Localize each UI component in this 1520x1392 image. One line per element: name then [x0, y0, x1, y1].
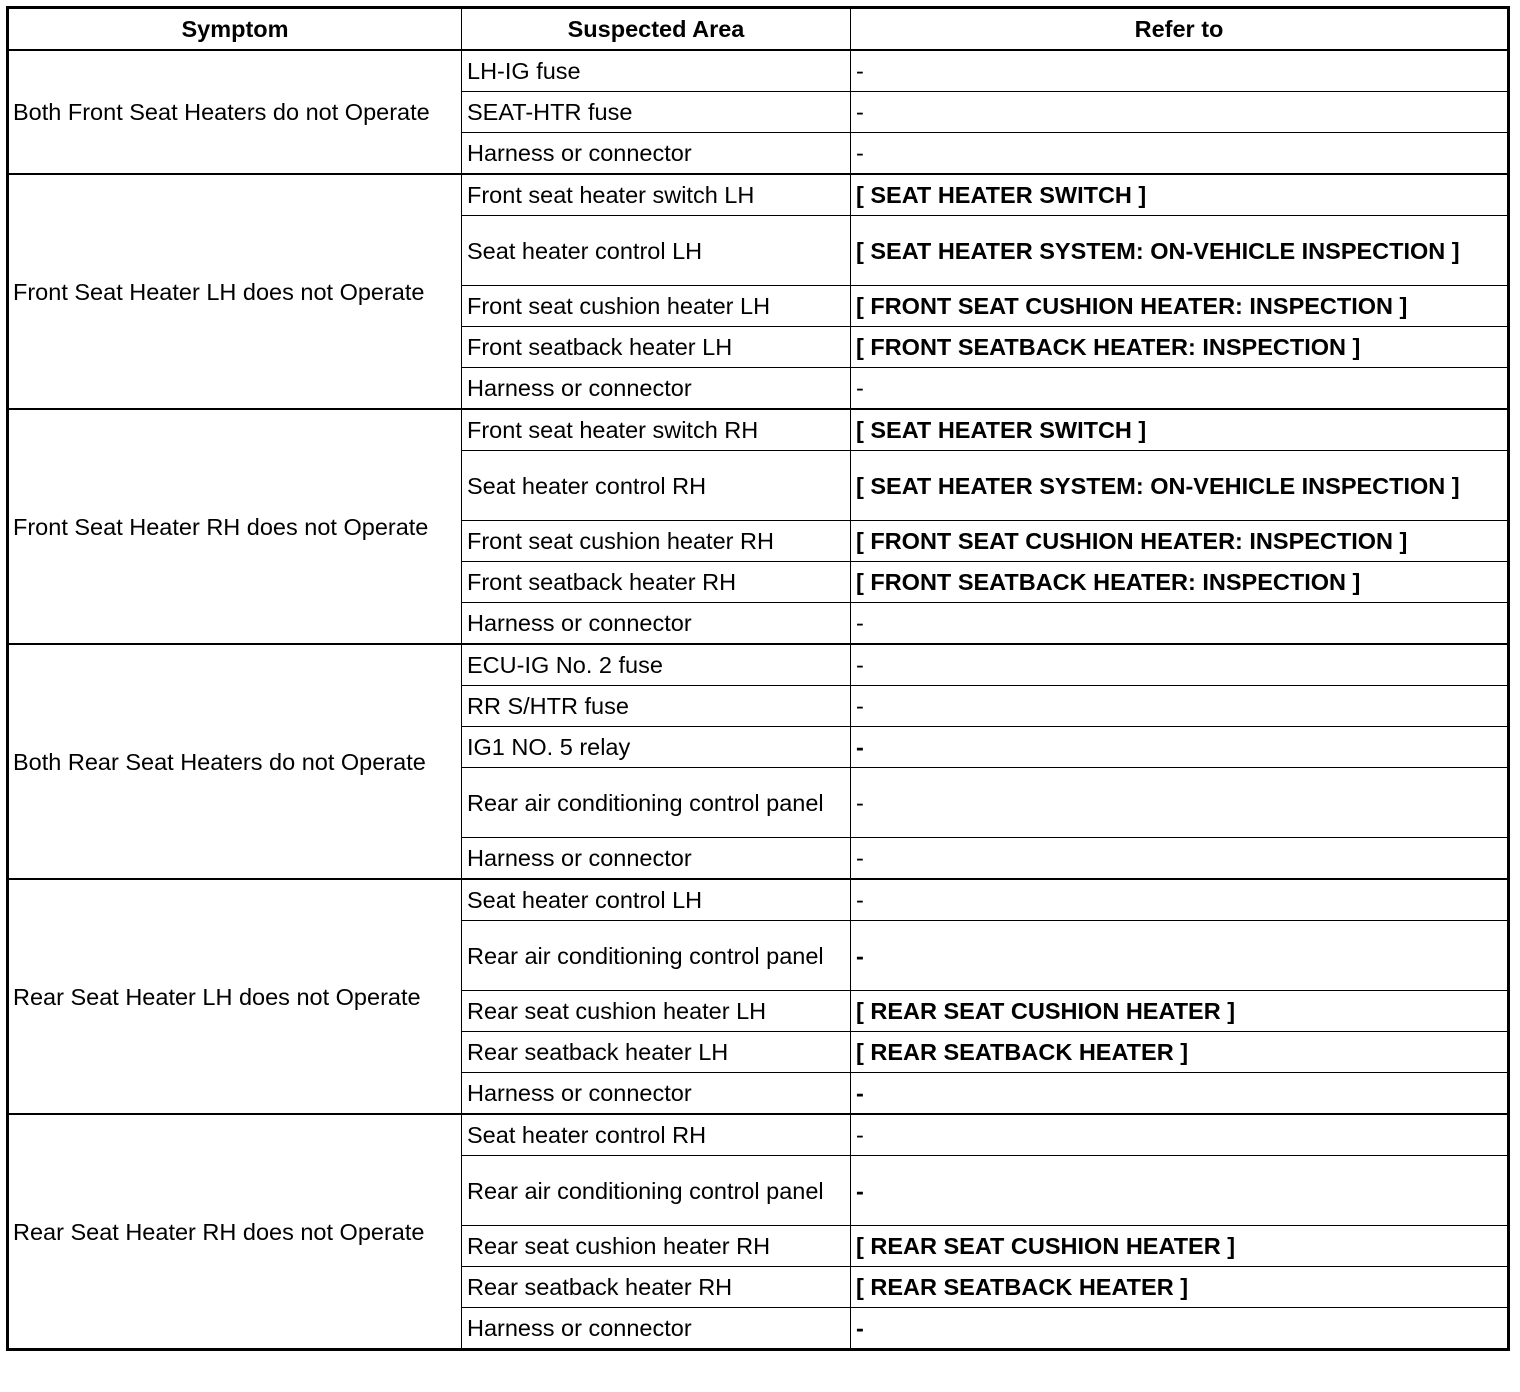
- suspected-area-cell: Seat heater control LH: [462, 879, 851, 921]
- table-row: [8, 644, 1509, 686]
- table-row: [8, 50, 1509, 92]
- suspected-area-cell: RR S/HTR fuse: [462, 686, 851, 727]
- refer-to-link[interactable]: [ FRONT SEAT CUSHION HEATER: INSPECTION ]: [851, 521, 1509, 562]
- suspected-area-cell: Rear seatback heater RH: [462, 1267, 851, 1308]
- refer-to-cell: -: [851, 92, 1509, 133]
- suspected-area-cell: LH-IG fuse: [462, 50, 851, 92]
- symptom-cell: Both Front Seat Heaters do not Operate: [8, 50, 462, 174]
- refer-to-link[interactable]: [ SEAT HEATER SYSTEM: ON-VEHICLE INSPECTION ]: [851, 451, 1509, 521]
- refer-to-cell: -: [851, 50, 1509, 92]
- table-row: [8, 409, 1509, 451]
- suspected-area-cell: Harness or connector: [462, 603, 851, 645]
- suspected-area-cell: Seat heater control LH: [462, 216, 851, 286]
- refer-to-link[interactable]: [ FRONT SEATBACK HEATER: INSPECTION ]: [851, 327, 1509, 368]
- refer-to-link[interactable]: [ REAR SEATBACK HEATER ]: [851, 1032, 1509, 1073]
- header-row: [8, 8, 1509, 51]
- symptom-cell: Rear Seat Heater RH does not Operate: [8, 1114, 462, 1350]
- refer-to-link[interactable]: [ SEAT HEATER SWITCH ]: [851, 409, 1509, 451]
- refer-to-cell: -: [851, 644, 1509, 686]
- table-row: [8, 1114, 1509, 1156]
- suspected-area-cell: SEAT-HTR fuse: [462, 92, 851, 133]
- suspected-area-cell: Harness or connector: [462, 838, 851, 880]
- header-suspected-area: Suspected Area: [462, 8, 851, 51]
- refer-to-cell: -: [851, 1073, 1509, 1115]
- suspected-area-cell: Seat heater control RH: [462, 1114, 851, 1156]
- suspected-area-cell: Rear seatback heater LH: [462, 1032, 851, 1073]
- suspected-area-cell: Rear air conditioning control panel: [462, 1156, 851, 1226]
- refer-to-cell: -: [851, 1308, 1509, 1350]
- symptom-cell: Rear Seat Heater LH does not Operate: [8, 879, 462, 1114]
- symptom-cell: Both Rear Seat Heaters do not Operate: [8, 644, 462, 879]
- suspected-area-cell: ECU-IG No. 2 fuse: [462, 644, 851, 686]
- refer-to-link[interactable]: [ SEAT HEATER SYSTEM: ON-VEHICLE INSPECTION ]: [851, 216, 1509, 286]
- suspected-area-cell: Front seat cushion heater RH: [462, 521, 851, 562]
- refer-to-link[interactable]: [ REAR SEATBACK HEATER ]: [851, 1267, 1509, 1308]
- refer-to-cell: -: [851, 133, 1509, 175]
- suspected-area-cell: Harness or connector: [462, 1308, 851, 1350]
- refer-to-link[interactable]: [ FRONT SEATBACK HEATER: INSPECTION ]: [851, 562, 1509, 603]
- refer-to-cell: -: [851, 921, 1509, 991]
- suspected-area-cell: Harness or connector: [462, 1073, 851, 1115]
- suspected-area-cell: Rear seat cushion heater LH: [462, 991, 851, 1032]
- refer-to-cell: -: [851, 838, 1509, 880]
- suspected-area-cell: Front seatback heater RH: [462, 562, 851, 603]
- suspected-area-cell: Rear air conditioning control panel: [462, 768, 851, 838]
- suspected-area-cell: Harness or connector: [462, 368, 851, 410]
- refer-to-link[interactable]: [ SEAT HEATER SWITCH ]: [851, 174, 1509, 216]
- refer-to-cell: -: [851, 768, 1509, 838]
- suspected-area-cell: Rear air conditioning control panel: [462, 921, 851, 991]
- header-refer-to: Refer to: [851, 8, 1509, 51]
- suspected-area-cell: IG1 NO. 5 relay: [462, 727, 851, 768]
- table-row: [8, 879, 1509, 921]
- suspected-area-cell: Front seatback heater LH: [462, 327, 851, 368]
- problem-symptoms-table: [6, 6, 1510, 1351]
- suspected-area-cell: Harness or connector: [462, 133, 851, 175]
- table-row: [8, 174, 1509, 216]
- header-symptom: Symptom: [8, 8, 462, 51]
- refer-to-cell: -: [851, 1114, 1509, 1156]
- suspected-area-cell: Front seat heater switch LH: [462, 174, 851, 216]
- symptom-cell: Front Seat Heater RH does not Operate: [8, 409, 462, 644]
- refer-to-link[interactable]: [ FRONT SEAT CUSHION HEATER: INSPECTION ]: [851, 286, 1509, 327]
- refer-to-cell: -: [851, 686, 1509, 727]
- suspected-area-cell: Rear seat cushion heater RH: [462, 1226, 851, 1267]
- refer-to-cell: -: [851, 727, 1509, 768]
- table-body: [8, 50, 1509, 1350]
- refer-to-cell: -: [851, 1156, 1509, 1226]
- refer-to-cell: -: [851, 879, 1509, 921]
- suspected-area-cell: Seat heater control RH: [462, 451, 851, 521]
- refer-to-link[interactable]: [ REAR SEAT CUSHION HEATER ]: [851, 991, 1509, 1032]
- refer-to-cell: -: [851, 603, 1509, 645]
- suspected-area-cell: Front seat heater switch RH: [462, 409, 851, 451]
- refer-to-link[interactable]: [ REAR SEAT CUSHION HEATER ]: [851, 1226, 1509, 1267]
- refer-to-cell: -: [851, 368, 1509, 410]
- symptom-cell: Front Seat Heater LH does not Operate: [8, 174, 462, 409]
- suspected-area-cell: Front seat cushion heater LH: [462, 286, 851, 327]
